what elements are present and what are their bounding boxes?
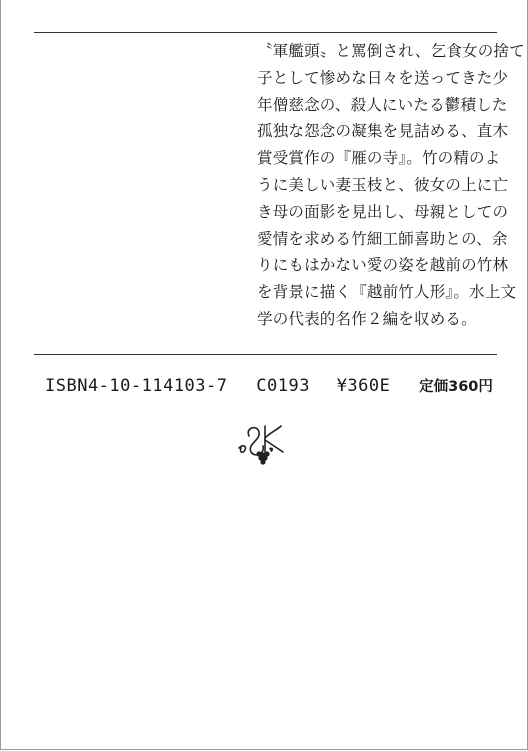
synopsis-line: 愛情を求める竹細工師喜助との、余 [257, 229, 508, 248]
synopsis-line: を背景に描く『越前竹人形』。水上文 [257, 283, 517, 302]
price-code: ¥360E [336, 376, 391, 396]
synopsis-line: き母の面影を見出し、母親としての [257, 202, 509, 221]
synopsis-line: りにもはかない愛の姿を越前の竹林 [257, 256, 509, 275]
isbn-row [45, 375, 493, 396]
synopsis-line: うに美しい妻玉枝と、彼女の上に亡 [257, 175, 509, 194]
publisher-logo-icon [235, 418, 295, 468]
top-rule [34, 32, 497, 33]
synopsis-line: 孤独な怨念の凝集を見詰める、直木 [257, 122, 509, 141]
classification-code: C0193 [256, 376, 310, 396]
publisher-logo-graphic [235, 418, 295, 468]
synopsis-line: 子として惨めな日々を送ってきた少 [257, 68, 509, 87]
synopsis-line: 学の代表的名作２編を収める。 [257, 309, 477, 328]
synopsis-line: 〝軍艦頭〟と罵倒され、乞食女の捨て [257, 42, 525, 60]
synopsis-text [257, 38, 525, 333]
synopsis-line: 賞受賞作の『雁の寺』。竹の精のよ [257, 149, 501, 168]
isbn-code: ISBN4-10-114103-7 [45, 376, 228, 396]
middle-rule [34, 354, 497, 355]
synopsis-line: 年僧慈念の、殺人にいたる鬱積した [257, 95, 508, 114]
list-price: 定価360円 [419, 379, 493, 395]
